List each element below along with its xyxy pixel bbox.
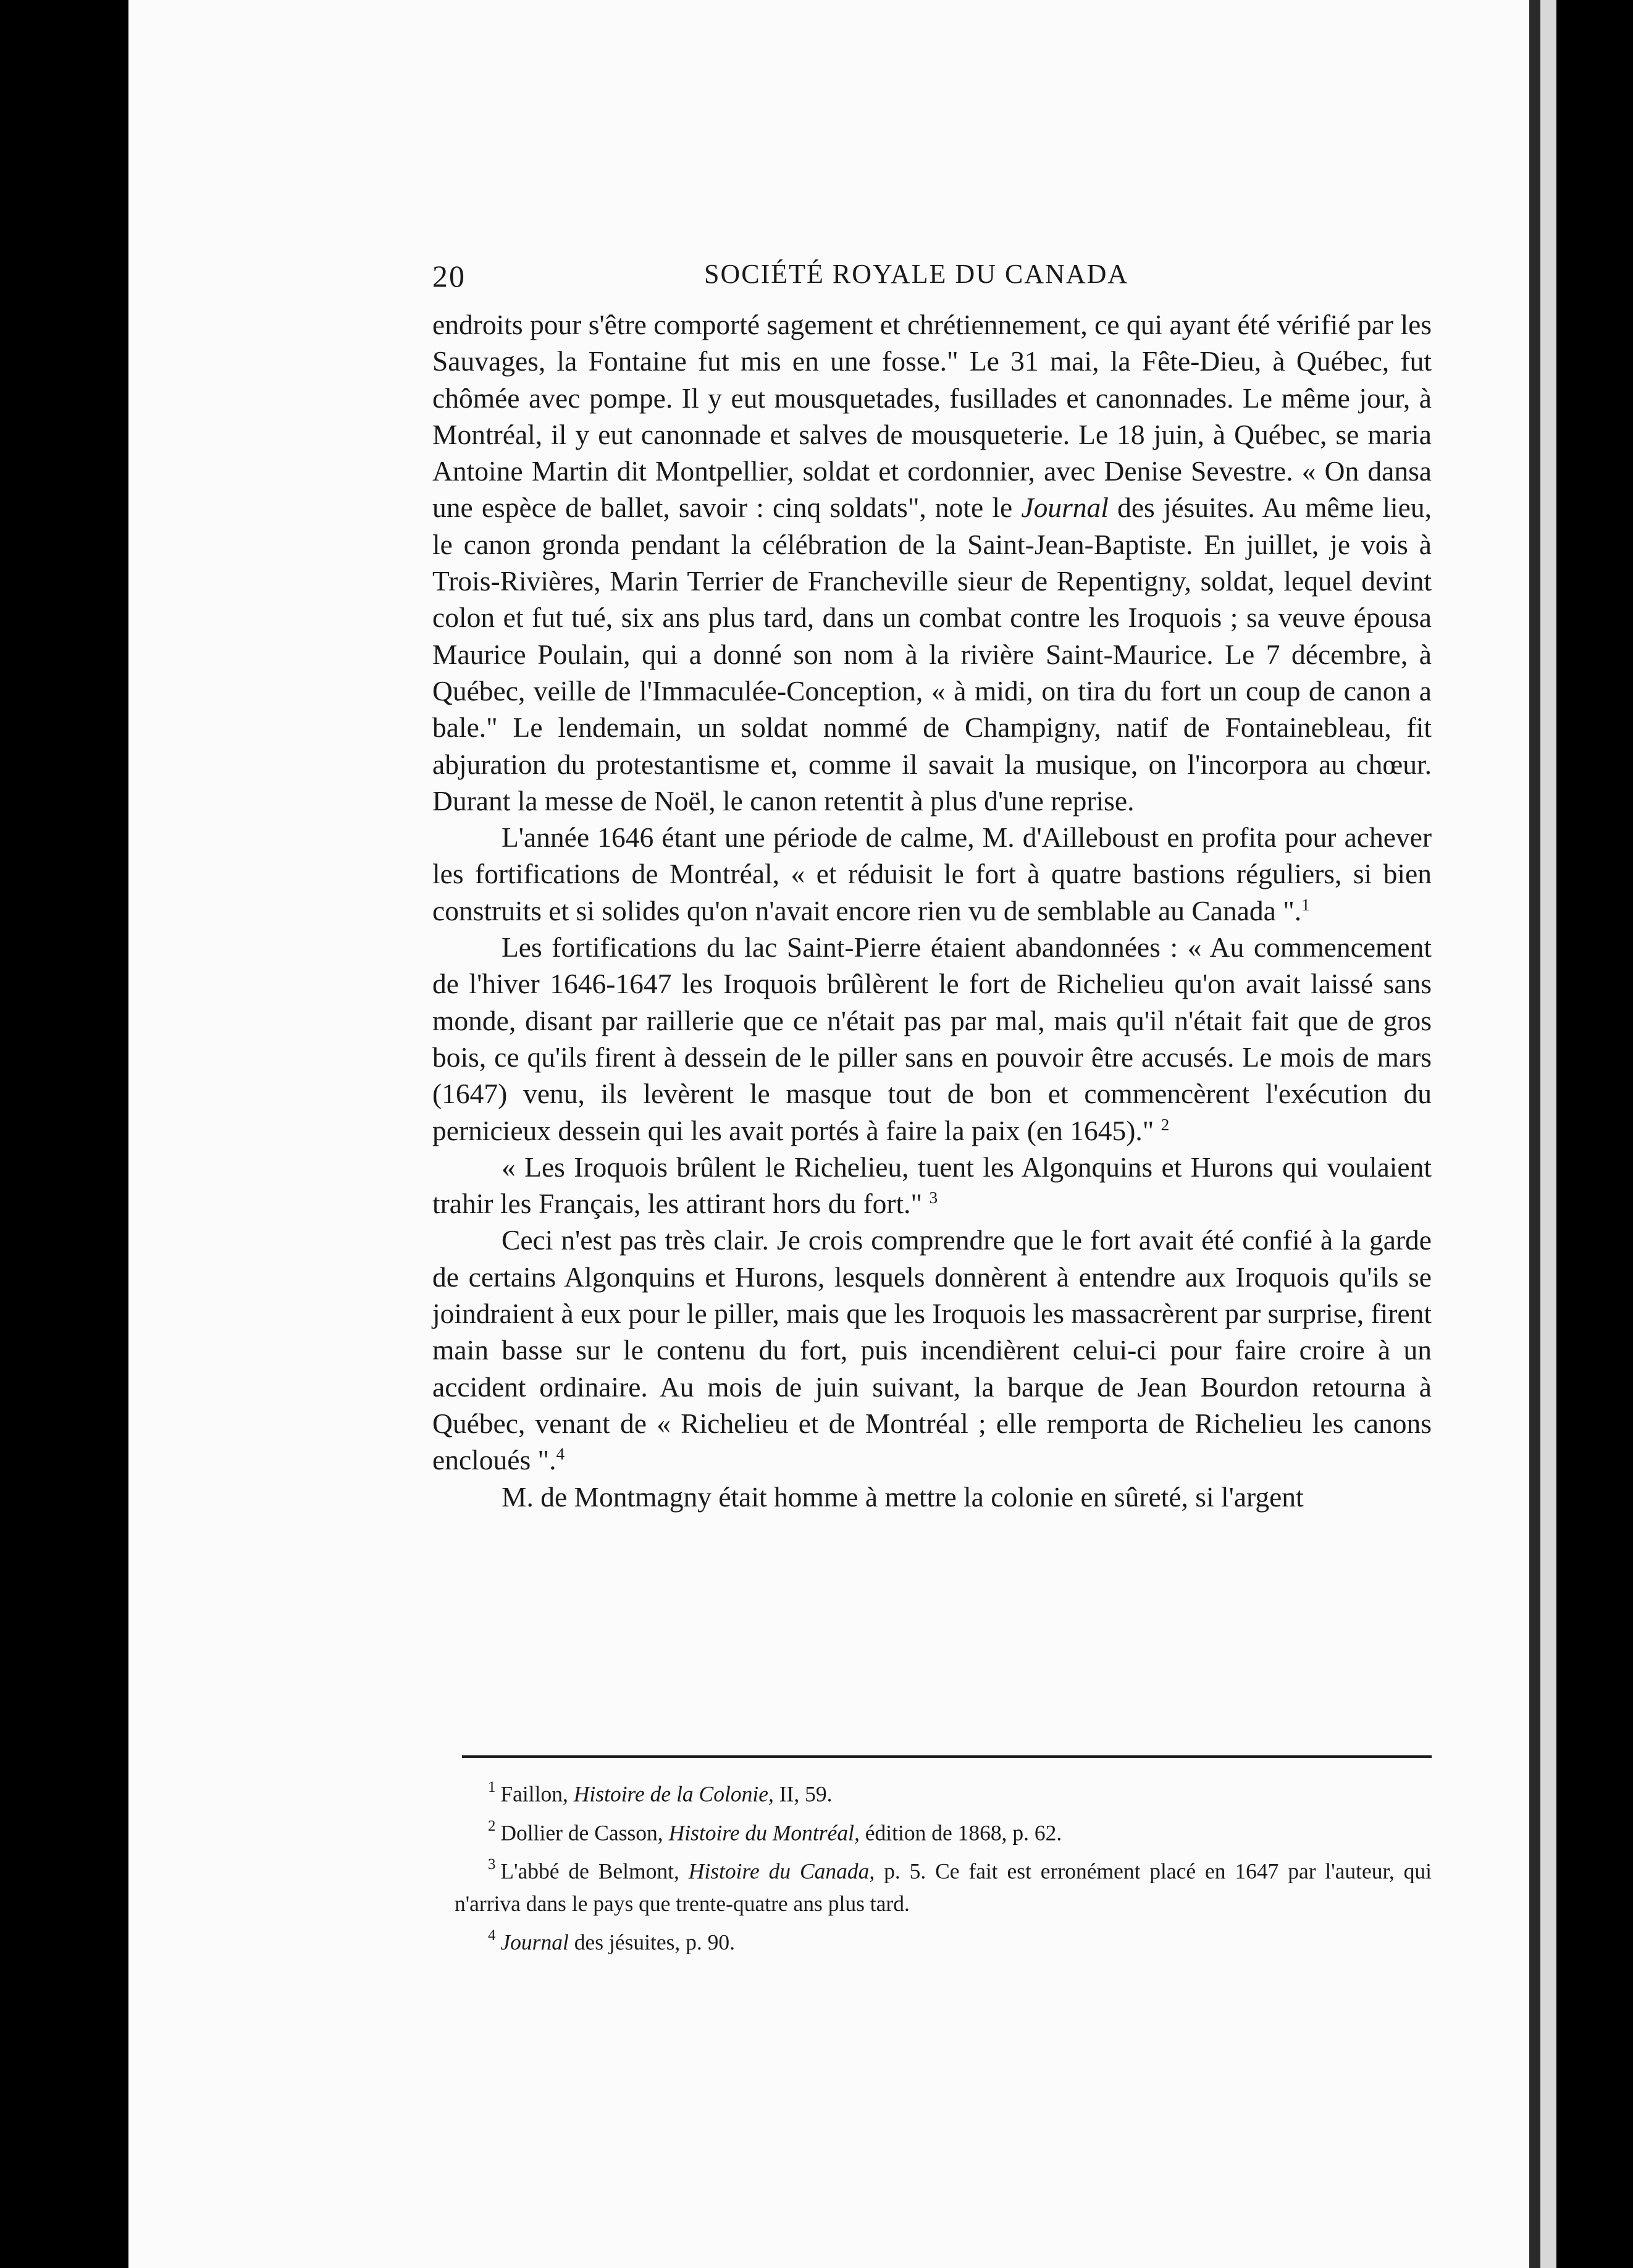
footnote-2-pre: Dollier de Casson, — [500, 1820, 663, 1846]
paragraph-2 — [432, 819, 1432, 929]
scan-border-right — [1556, 0, 1633, 2268]
paragraph-4 — [432, 1149, 1432, 1222]
paragraph-3-text: Les fortifications du lac Saint-Pierre étaient abandonnées : « Au commencement de l'hiver 1646-1647 les Iroquois brûlèrent le fort de Richelieu qu'on avait laissé sans monde, disant par raillerie que ce n'était pas par mal, mais qu'il n'était fait que de gros bois, ce qu'ils firent à dessein de le piller sans en pouvoir être accusés. Le mois de mars (1647) venu, ils levèrent le masque tout de bon et commencèrent l'exécution du pernicieux dessein qui les avait portés à faire la paix (en 1645)." — [432, 931, 1432, 1146]
footnote-1-mark: 1 — [488, 1779, 496, 1796]
footnote-4-post: des jésuites, p. 90. — [574, 1930, 736, 1955]
paragraph-5-text: Ceci n'est pas très clair. Je crois comprendre que le fort avait été confié à la garde de certains Algonquins et Hurons, lesquels donnèrent à entendre aux Iroquois qu'ils se joindraient à eux pour le piller, mais que les Iroquois les massacrèrent par surprise, firent main basse sur le contenu du fort, puis incendièrent celui-ci pour faire croire à un accident ordinaire. Au mois de juin suivant, la barque de Jean Bourdon retourna à Québec, venant de « Richelieu et de Montréal ; elle remporta de Richelieu les canons encloués ". — [432, 1224, 1432, 1476]
footnote-1-post: II, 59. — [779, 1781, 833, 1807]
footnote-ref-2: 2 — [1161, 1115, 1170, 1134]
footnote-2-post: édition de 1868, p. 62. — [865, 1820, 1062, 1846]
footnote-3-mark: 3 — [488, 1856, 496, 1873]
paragraph-1-text: endroits pour s'être comporté sagement et chrétiennement, ce qui ayant été vérifié par les Sauvages, la Fontaine fut mis en une fosse." Le 31 mai, la Fête-Dieu, à Québec, fut chômée avec pompe. Il y eut mousquetades, fusillades et canonnades. Le même jour, à Montréal, il y eut canonnade et salves de mousqueterie. Le 18 juin, à Québec, se maria Antoine Martin dit Montpellier, soldat et cordonnier, avec Denise Sevestre. « On dansa une espèce de ballet, savoir : cinq soldats", note le — [432, 309, 1432, 524]
paragraph-1-italic: Journal — [1021, 492, 1109, 524]
footnote-3 — [455, 1849, 1432, 1920]
footnote-ref-1: 1 — [1301, 895, 1310, 914]
footnote-1-title: Histoire de la Colonie, — [573, 1781, 774, 1807]
footnote-1-pre: Faillon, — [500, 1781, 568, 1807]
footnote-4-mark: 4 — [488, 1926, 496, 1944]
paragraph-1-rest: des jésuites. Au même lieu, le canon gronda pendant la célébration de la Saint-Jean-Baptiste. En juillet, je vois à Trois-Rivières, Marin Terrier de Francheville sieur de Repentigny, soldat, lequel devint colon et fut tué, six ans plus tard, dans un combat contre les Iroquois ; sa veuve épousa Maurice Poulain, qui a donné son nom à la rivière Saint-Maurice. Le 7 décembre, à Québec, veille de l'Immaculée-Conception, « à midi, on tira du fort un coup de canon a bale." Le lendemain, un soldat nommé de Champigny, natif de Fontainebleau, fit abjuration du protestantisme et, comme il savait la musique, on l'incorpora au chœur. Durant la messe de Noël, le canon retentit à plus d'une reprise. — [432, 492, 1432, 817]
footnote-2-mark: 2 — [488, 1817, 496, 1834]
footnote-1 — [455, 1771, 1432, 1810]
paragraph-4-text: « Les Iroquois brûlent le Richelieu, tuent les Algonquins et Hurons qui voulaient trahir les Français, les attirant hors du fort." — [432, 1151, 1432, 1220]
scan-fold-line — [1529, 0, 1540, 2268]
body-text — [432, 306, 1432, 1515]
footnote-ref-3: 3 — [929, 1188, 938, 1207]
footnote-4-title: Journal — [500, 1930, 569, 1955]
page-header — [432, 258, 1633, 301]
footnote-3-pre: L'abbé de Belmont, — [500, 1858, 679, 1884]
footnote-2 — [455, 1810, 1432, 1849]
paragraph-1 — [432, 306, 1432, 819]
footnote-2-title: Histoire du Montréal, — [668, 1820, 860, 1846]
scan-gutter — [1540, 0, 1556, 2268]
paragraph-2-text: L'année 1646 étant une période de calme, M. d'Ailleboust en profita pour achever les fortifications de Montréal, « et réduisit le fort à quatre bastions réguliers, si bien construits et si solides qu'on n'avait encore rien vu de semblable au Canada ". — [432, 821, 1432, 926]
paragraph-6 — [432, 1479, 1432, 1515]
footnote-ref-4: 4 — [556, 1445, 565, 1464]
footnote-separator — [462, 1755, 1432, 1758]
paragraph-6-text: M. de Montmagny était homme à mettre la colonie en sûreté, si l'argent — [502, 1480, 1304, 1513]
scan-border-left — [0, 0, 128, 2268]
page-number: 20 — [432, 259, 466, 293]
footnote-3-post: p. 5. Ce fait est erronément placé en 1647 par l'auteur, qui n'arriva dans le pays que trente-quatre ans plus tard. — [455, 1858, 1432, 1916]
running-title: SOCIÉTÉ ROYALE DU CANADA — [704, 259, 1129, 289]
footnotes — [455, 1771, 1432, 1958]
paragraph-3 — [432, 929, 1432, 1149]
footnote-3-title: Histoire du Canada, — [688, 1858, 875, 1884]
paragraph-5 — [432, 1222, 1432, 1478]
footnote-4 — [455, 1920, 1432, 1959]
